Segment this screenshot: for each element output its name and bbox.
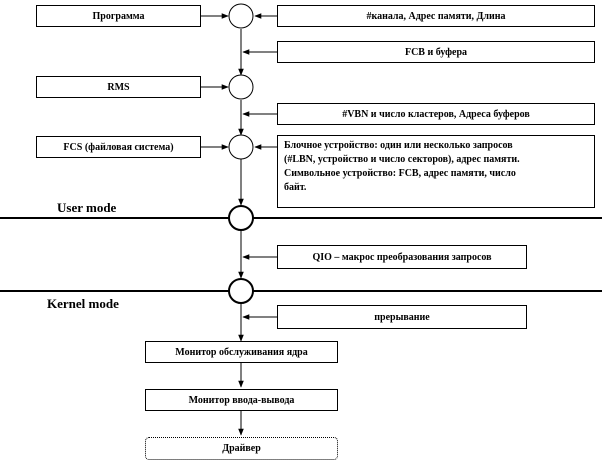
fcs-detail-line-1: Блочное устройство: один или несколько запросов [284, 140, 513, 151]
qio-box: QIO – макрос преобразования запросов [277, 245, 527, 269]
fcs-detail-line-3: Символьное устройство: FCB, адрес памяти, число [284, 168, 516, 179]
program-box: Программа [36, 5, 201, 27]
io-monitor-box: Монитор ввода-вывода [145, 389, 338, 411]
kernel-monitor-box: Монитор обслуживания ядра [145, 341, 338, 363]
node-kernel-mode [229, 279, 253, 303]
user-mode-label: User mode [57, 200, 117, 215]
fcs-detail-line-4: байт. [284, 182, 307, 193]
fcs-detail-line-2: (#LBN, устройство и число секторов), адрес памяти. [284, 154, 520, 165]
node-rms [229, 75, 253, 99]
fcs-detail-box [277, 135, 595, 208]
node-program [229, 4, 253, 28]
rms-box: RMS [36, 76, 201, 98]
kernel-mode-label: Kernel mode [47, 296, 119, 311]
fcs-box: FCS (файловая система) [36, 136, 201, 158]
node-user-mode [229, 206, 253, 230]
fcb-buffers-box: FCB и буфера [277, 41, 595, 63]
interrupt-box: прерывание [277, 305, 527, 329]
request-args-box: #канала, Адрес памяти, Длина [277, 5, 595, 27]
node-fcs [229, 135, 253, 159]
vbn-box: #VBN и число кластеров, Адреса буферов [277, 103, 595, 125]
driver-box: Драйвер [145, 437, 338, 460]
